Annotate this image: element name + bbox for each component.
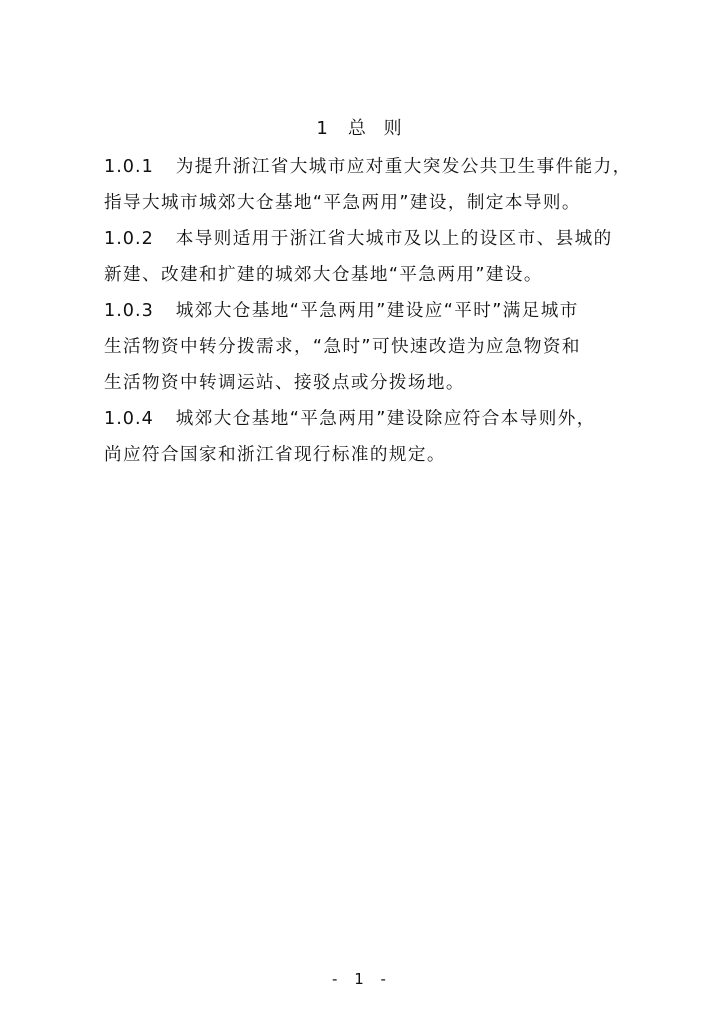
clause-list — [104, 149, 664, 473]
clause-line: 尚应符合国家和浙江省现行标准的规定。 — [104, 445, 446, 465]
clause-number: 1.0.2 — [104, 229, 154, 249]
clause-text: 本导则适用于浙江省大城市及以上的设区市、县城的 — [175, 229, 613, 249]
clause-line — [104, 221, 664, 257]
clause-number: 1.0.4 — [104, 409, 154, 429]
chapter-title-text: 总 则 — [347, 118, 408, 139]
clause-line — [104, 293, 664, 329]
clause-text: 为提升浙江省大城市应对重大突发公共卫生事件能力， — [175, 157, 632, 177]
clause-1-0-2 — [104, 221, 664, 293]
clause-1-0-4 — [104, 401, 664, 473]
page-number: - 1 - — [332, 970, 392, 988]
clause-line: 生活物资中转调运站、接驳点或分拨场地。 — [104, 373, 465, 393]
chapter-title — [0, 115, 724, 143]
clause-line — [104, 149, 664, 185]
clause-text: 城郊大仓基地“平急两用”建设应“平时”满足城市 — [175, 301, 579, 321]
chapter-number: 1 — [316, 118, 334, 139]
clause-line — [104, 401, 664, 437]
clause-text: 城郊大仓基地“平急两用”建设除应符合本导则外， — [175, 409, 596, 429]
clause-number: 1.0.3 — [104, 301, 154, 321]
clause-number: 1.0.1 — [104, 157, 154, 177]
clause-1-0-3 — [104, 293, 664, 401]
clause-line: 生活物资中转分拨需求，“急时”可快速改造为应急物资和 — [104, 337, 581, 357]
clause-line: 指导大城市城郊大仓基地“平急两用”建设，制定本导则。 — [104, 193, 581, 213]
clause-1-0-1 — [104, 149, 664, 221]
clause-line: 新建、改建和扩建的城郊大仓基地“平急两用”建设。 — [104, 265, 543, 285]
